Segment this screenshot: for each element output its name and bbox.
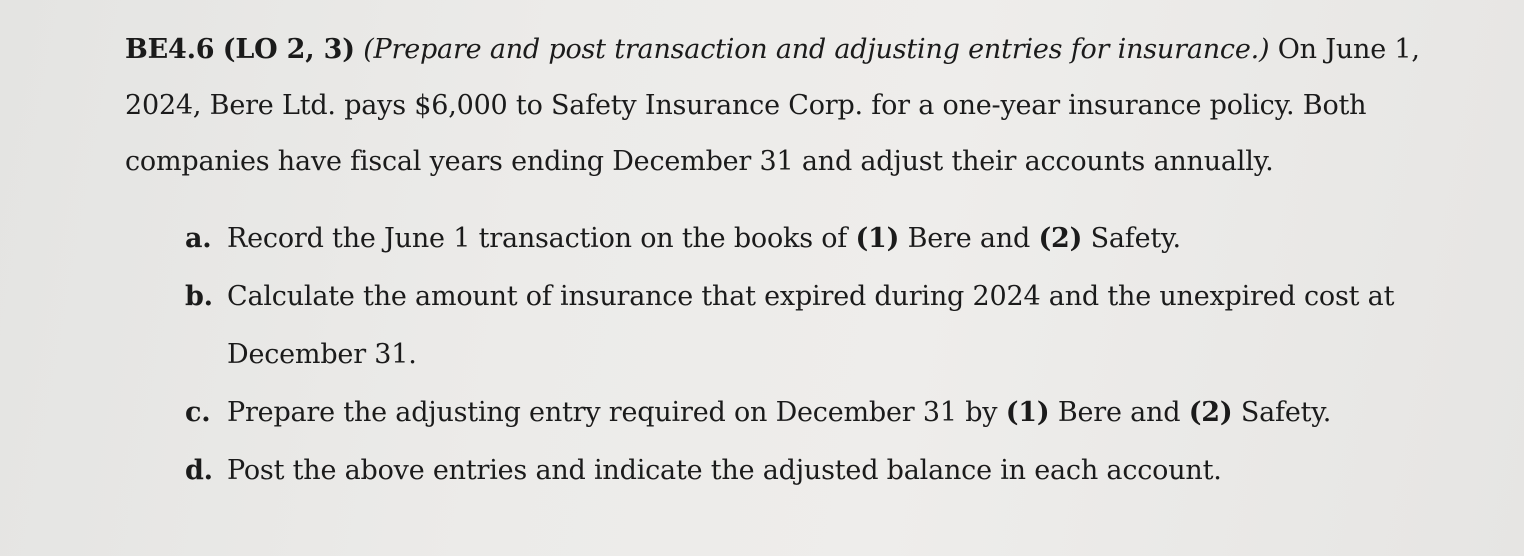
part-a-seg3: Safety. [1082, 223, 1181, 254]
part-a-seg1: Record the June 1 transaction on the books of [227, 223, 856, 254]
part-d-text: Post the above entries and indicate the adjusted balance in each account. [227, 455, 1222, 486]
problem-line-2: 2024, Bere Ltd. pays $6,000 to Safety Insurance Corp. for a one-year insurance policy. Both [125, 90, 1367, 121]
problem-line-1 [125, 22, 1420, 78]
problem-parts-list [185, 210, 1415, 500]
part-b-letter: b. [185, 281, 213, 312]
learning-objectives: (LO 2, 3) [222, 34, 355, 65]
part-c-seg2: Bere and [1049, 397, 1189, 428]
part-b [185, 268, 1415, 384]
part-c-seg3: Safety. [1232, 397, 1332, 428]
part-b-line-2: December 31. [227, 339, 417, 370]
part-c-bold1: (1) [1005, 397, 1050, 428]
part-a-text [227, 210, 1415, 268]
part-a-letter: a. [185, 223, 212, 254]
part-c [185, 384, 1415, 442]
problem-statement [125, 22, 1420, 190]
problem-id: BE4.6 [125, 34, 215, 65]
problem-line-3: companies have fiscal years ending December 31 and adjust their accounts annually. [125, 146, 1274, 177]
part-a-seg2: Bere and [899, 223, 1039, 254]
part-c-letter: c. [185, 397, 211, 428]
problem-title: (Prepare and post transaction and adjusting entries for insurance.) [363, 34, 1270, 65]
part-c-bold2: (2) [1188, 397, 1233, 428]
problem-line-1-rest: On June 1, [1277, 34, 1420, 65]
part-c-text [227, 384, 1415, 442]
part-d [185, 442, 1415, 500]
part-a-bold2: (2) [1038, 223, 1083, 254]
part-d-letter: d. [185, 455, 213, 486]
part-c-seg1: Prepare the adjusting entry required on December 31 by [227, 397, 1006, 428]
part-a [185, 210, 1415, 268]
part-b-line-1: Calculate the amount of insurance that expired during 2024 and the unexpired cost at [227, 281, 1395, 312]
part-a-bold1: (1) [855, 223, 900, 254]
